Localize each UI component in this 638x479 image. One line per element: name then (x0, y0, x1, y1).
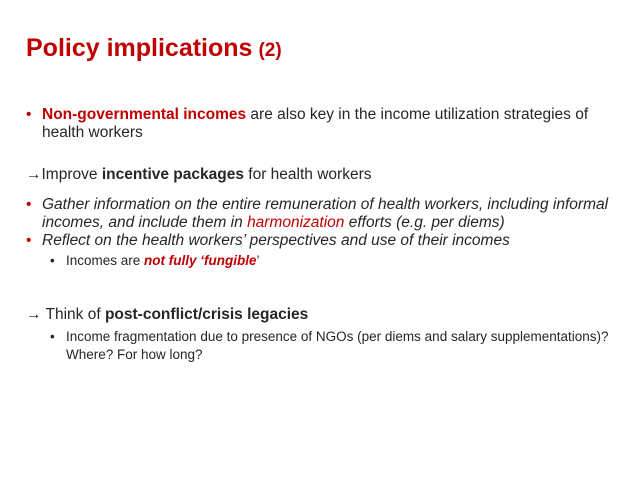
arrow-text-before: Think of (41, 306, 105, 323)
sub-bullet-income-fragmentation (50, 328, 618, 364)
bullet-item (26, 106, 618, 142)
arrow-text-before: Improve (41, 166, 102, 183)
bullet-red-text: harmonization (247, 214, 345, 231)
arrow-post-conflict (26, 306, 618, 364)
bullet-text: are also key in the income utilization strategies of health workers (42, 106, 589, 141)
italic-bullets (26, 196, 618, 270)
bullet-reflect-perspectives (26, 232, 618, 250)
bullet-text-before: Gather information on the entire remuneration of health workers, including informal incomes, and include them in (42, 196, 609, 231)
slide-title (26, 34, 282, 63)
bullet-bold-text: Non-governmental incomes (42, 106, 247, 123)
arrow-icon: → (26, 166, 42, 183)
sub-bullet-text: Income fragmentation due to presence of NGOs (per diems and salary supplementations)? Where? For how long? (66, 329, 609, 362)
bullet-text-after: efforts (e.g. per diems) (344, 214, 505, 231)
sub-bullet-red-text: not fully ‘fungible (144, 253, 257, 268)
sub-bullet-text-after: ’ (256, 253, 260, 268)
title-sub: (2) (258, 40, 282, 61)
title-main: Policy implications (26, 34, 253, 62)
arrow-item (26, 166, 618, 184)
bullet-text: Reflect on the health workers’ perspectives and use of their incomes (42, 232, 510, 249)
arrow-text-after: for health workers (243, 166, 372, 183)
arrow-bold-text: incentive packages (101, 166, 244, 183)
sub-bullet-fungible (50, 252, 618, 270)
bullet-non-governmental-incomes (26, 106, 618, 142)
arrow-incentive-packages (26, 166, 618, 184)
sub-bullet-text-before: Incomes are (66, 253, 145, 268)
arrow-bold-text: post-conflict/crisis legacies (104, 306, 309, 323)
bullet-gather-information (26, 196, 618, 232)
arrow-icon: → (26, 306, 42, 323)
arrow-item (26, 306, 618, 324)
